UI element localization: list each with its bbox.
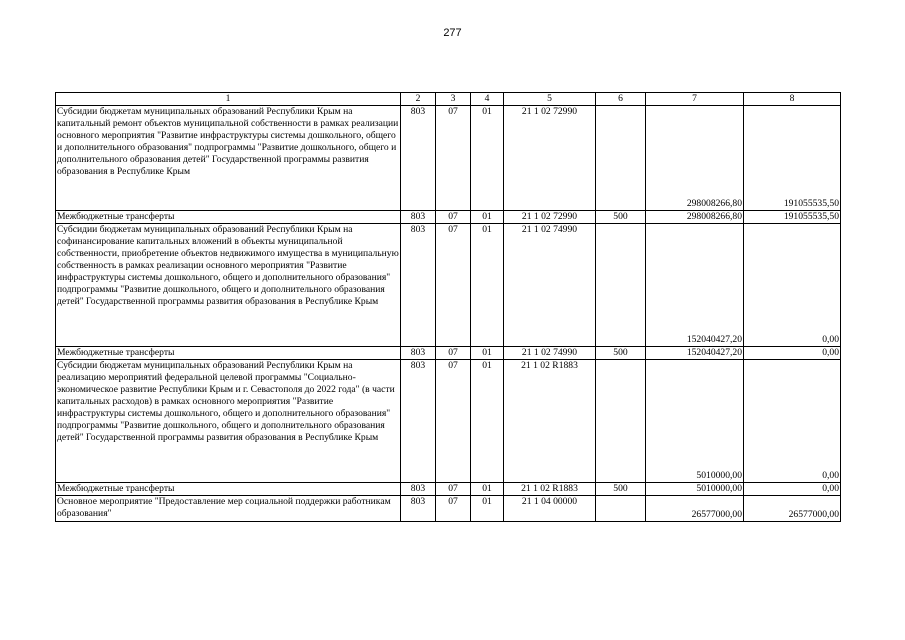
header-cell-4: 4 [471,93,504,106]
row-code-6 [596,360,646,483]
row-sum-7: 152040427,20 [646,224,744,347]
row-code-4: 01 [471,106,504,211]
row-code-3: 07 [436,106,471,211]
row-code-4: 01 [471,496,504,522]
row-code-5: 21 1 02 R1883 [504,360,596,483]
header-cell-3: 3 [436,93,471,106]
row-sum-7: 5010000,00 [646,483,744,496]
row-code-4: 01 [471,347,504,360]
row-code-2: 803 [401,496,436,522]
row-code-3: 07 [436,211,471,224]
table-row [56,106,841,211]
row-name: Субсидии бюджетам муниципальных образований Республики Крым на софинансирование капитальных вложений в объекты муниципальной собственности, приобретение объектов недвижимого имущества в муниципальную собственность в рамках реализации основного мероприятия "Развитие инфраструктуры системы дошкольного, общего и дополнительного образования" подпрограммы "Развитие дошкольного, общего и дополнительного образования детей" Государственной программы развития образования в Республике Крым [56,224,401,347]
table-row [56,211,841,224]
table-row [56,224,841,347]
row-sum-8: 0,00 [744,483,841,496]
row-code-4: 01 [471,224,504,347]
row-code-5: 21 1 02 74990 [504,347,596,360]
table-row [56,496,841,522]
row-code-2: 803 [401,224,436,347]
row-code-6: 500 [596,211,646,224]
row-code-2: 803 [401,106,436,211]
row-sum-8: 26577000,00 [744,496,841,522]
row-code-4: 01 [471,360,504,483]
row-code-6 [596,224,646,347]
header-cell-1: 1 [56,93,401,106]
row-name: Межбюджетные трансферты [56,211,401,224]
row-code-4: 01 [471,483,504,496]
row-code-3: 07 [436,360,471,483]
header-cell-8: 8 [744,93,841,106]
row-sum-7: 5010000,00 [646,360,744,483]
row-sum-7: 152040427,20 [646,347,744,360]
row-name: Субсидии бюджетам муниципальных образований Республики Крым на капитальный ремонт объектов муниципальной собственности в рамках реализации основного мероприятия "Развитие инфраструктуры системы дошкольного, общего и дополнительного образования" подпрограммы "Развитие дошкольного, общего и дополнительного образования детей" Государственной программы развития образования в Республике Крым [56,106,401,211]
row-code-5: 21 1 04 00000 [504,496,596,522]
row-code-2: 803 [401,483,436,496]
row-code-6: 500 [596,347,646,360]
page-number: 277 [443,27,462,39]
row-code-3: 07 [436,347,471,360]
row-code-2: 803 [401,211,436,224]
budget-table [55,92,841,522]
row-sum-8: 0,00 [744,224,841,347]
table-row [56,483,841,496]
row-sum-7: 298008266,80 [646,106,744,211]
row-code-6 [596,496,646,522]
row-name: Межбюджетные трансферты [56,483,401,496]
row-code-6 [596,106,646,211]
row-code-5: 21 1 02 72990 [504,211,596,224]
row-sum-7: 298008266,80 [646,211,744,224]
header-cell-5: 5 [504,93,596,106]
row-code-6: 500 [596,483,646,496]
row-code-3: 07 [436,224,471,347]
row-code-5: 21 1 02 72990 [504,106,596,211]
row-code-5: 21 1 02 74990 [504,224,596,347]
row-name: Межбюджетные трансферты [56,347,401,360]
header-cell-6: 6 [596,93,646,106]
row-sum-8: 0,00 [744,347,841,360]
row-code-3: 07 [436,483,471,496]
row-name: Субсидии бюджетам муниципальных образований Республики Крым на реализацию мероприятий федеральной целевой программы "Социально-экономическое развитие Республики Крым и г. Севастополя до 2022 года" (в части капитальных расходов) в рамках основного мероприятия "Развитие инфраструктуры системы дошкольного, общего и дополнительного образования" подпрограммы "Развитие дошкольного, общего и дополнительного образования детей" Государственной программы развития образования в Республике Крым [56,360,401,483]
row-sum-8: 191055535,50 [744,106,841,211]
table-header-row [56,93,841,106]
row-sum-8: 0,00 [744,360,841,483]
row-code-3: 07 [436,496,471,522]
row-code-2: 803 [401,360,436,483]
row-sum-7: 26577000,00 [646,496,744,522]
header-cell-7: 7 [646,93,744,106]
row-code-5: 21 1 02 R1883 [504,483,596,496]
table-row [56,347,841,360]
row-name: Основное мероприятие "Предоставление мер социальной поддержки работникам образования" [56,496,401,522]
row-code-2: 803 [401,347,436,360]
table-row [56,360,841,483]
row-sum-8: 191055535,50 [744,211,841,224]
row-code-4: 01 [471,211,504,224]
header-cell-2: 2 [401,93,436,106]
